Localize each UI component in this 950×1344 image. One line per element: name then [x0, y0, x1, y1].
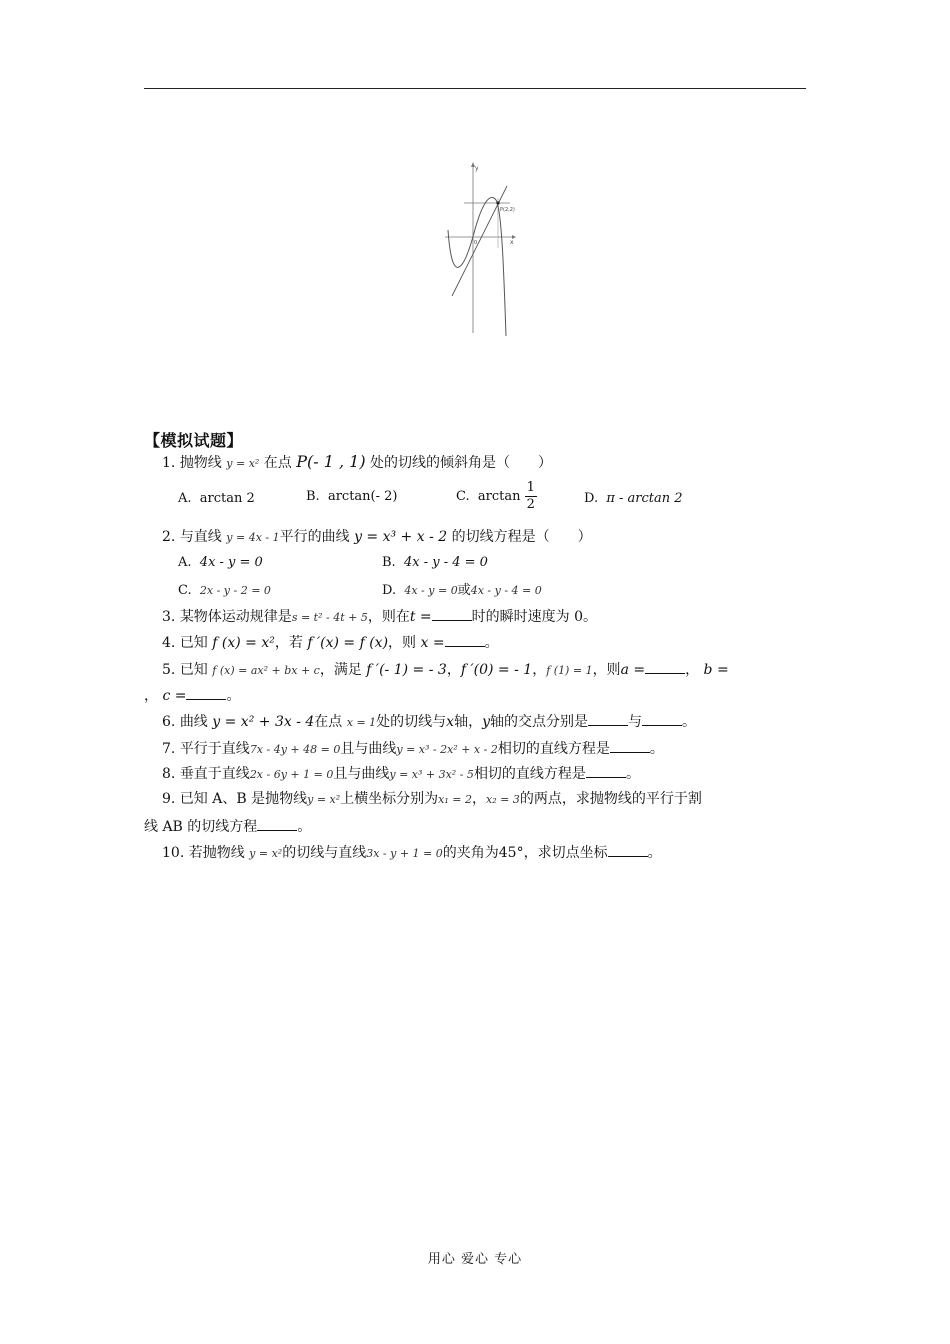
question-7: [162, 738, 664, 760]
q3-pre: 某物体运动规律是: [179, 609, 292, 625]
option-letter: B.: [306, 489, 320, 504]
q5-number: 5.: [162, 662, 176, 678]
section-title: 【模拟试题】: [144, 431, 244, 450]
option-text: 2x - y - 2 = 0: [199, 584, 271, 597]
q5-cond3: f (1) = 1: [546, 664, 593, 677]
q1-mid: 在点: [263, 455, 292, 471]
option-text: 4x - y = 0: [199, 555, 263, 570]
q10-line: 3x - y + 1 = 0: [366, 847, 443, 860]
fraction-denominator: 2: [526, 497, 535, 512]
q3-var: t =: [409, 609, 432, 625]
q7-mid: 且与曲线: [340, 741, 397, 757]
q7-end: 。: [649, 741, 664, 757]
q5-post: 。: [226, 688, 241, 704]
q10-end: 。: [647, 845, 662, 861]
q5-a-blank[interactable]: [645, 659, 685, 674]
q2-number: 2.: [162, 529, 176, 545]
question-1: [162, 452, 552, 474]
q2-mid: 平行的曲线: [279, 529, 350, 545]
q5-b: b =: [703, 662, 729, 678]
page-footer: 用心 爱心 专心: [427, 1252, 523, 1267]
question-8: [162, 763, 640, 785]
q8-answer-blank[interactable]: [586, 763, 626, 778]
question-10: [162, 842, 662, 864]
q3-law: s = t² - 4t + 5: [291, 611, 368, 624]
y-axis-label: y: [475, 165, 479, 172]
q1-option-d: [584, 489, 683, 509]
q4-var: x =: [420, 635, 445, 651]
q5-c: c =: [162, 688, 187, 704]
q3-post: 时的瞬时速度为 0。: [471, 609, 598, 625]
q8-end: 。: [625, 766, 640, 782]
q5-mid: ，满足: [319, 662, 362, 678]
q2-option-b: [382, 553, 488, 573]
q6-yaxis: y: [482, 714, 490, 730]
q5-a: a =: [620, 662, 646, 678]
option-fraction: [525, 480, 537, 513]
q10-number: 10.: [162, 845, 185, 861]
q5-f: f (x) = ax² + bx + c: [212, 664, 320, 677]
q2-option-c: [178, 581, 271, 601]
q5-sep3: ，: [685, 662, 700, 678]
q9-pre: 已知 A、B 是抛物线: [179, 791, 308, 807]
q7-line: 7x - 4y + 48 = 0: [249, 743, 341, 756]
question-4: [162, 632, 499, 653]
question-5-cont: [144, 685, 240, 706]
q6-number: 6.: [162, 714, 176, 730]
q1-option-c: [456, 477, 537, 517]
option-letter: A.: [178, 491, 192, 506]
q8-post: 相切的直线方程是: [473, 766, 586, 782]
q10-post: ，求切点坐标: [523, 845, 608, 861]
q6-point: x = 1: [346, 716, 377, 729]
q4-number: 4.: [162, 635, 176, 651]
q7-number: 7.: [162, 741, 176, 757]
q6-blank-1[interactable]: [588, 711, 628, 726]
q10-curve: y = x²: [249, 847, 283, 860]
q10-mid2: 的夹角为: [442, 845, 499, 861]
q5-pre: 已知: [179, 662, 208, 678]
q9-x1: x₁ = 2: [438, 793, 472, 806]
option-text: 4x - y - 4 = 0: [403, 555, 488, 570]
option-text: arctan(- 2): [327, 489, 398, 504]
q8-number: 8.: [162, 766, 176, 782]
q9-number: 9.: [162, 791, 176, 807]
q1-curve: y = x²: [226, 457, 260, 470]
q6-pre: 曲线: [179, 714, 208, 730]
q5-cond1: f ′(- 1) = - 3: [366, 662, 447, 678]
option-letter: B.: [382, 555, 396, 570]
question-3: [162, 606, 597, 628]
q6-mid: 在点: [314, 714, 343, 730]
q9-x2: x₂ = 3: [486, 793, 520, 806]
q7-answer-blank[interactable]: [610, 738, 650, 753]
q1-pre: 抛物线: [179, 455, 222, 471]
question-5: [162, 659, 729, 681]
option-text: 4x - y = 0: [404, 584, 458, 597]
q8-curve: y = x³ + 3x² - 5: [389, 768, 474, 781]
q2-curve: y = x³ + x - 2: [354, 529, 448, 545]
q6-post: 。: [682, 714, 696, 730]
q2-line: y = 4x - 1: [226, 531, 280, 544]
option-text: arctan: [477, 489, 521, 504]
q5-sep1: ，: [446, 662, 461, 678]
q5-mid2: ，则: [592, 662, 621, 678]
x-axis-label: x: [510, 239, 514, 246]
q6-blank-2[interactable]: [642, 711, 682, 726]
question-6: [162, 711, 696, 733]
q6-curve: y = x² + 3x - 4: [212, 714, 315, 730]
header-rule: [144, 88, 806, 89]
q8-line: 2x - 6y + 1 = 0: [249, 768, 334, 781]
q4-mid2: ，则: [388, 635, 417, 651]
q4-cond: f ′(x) = f (x): [307, 635, 389, 651]
option-letter: D.: [382, 583, 397, 598]
q5-sep2: ，: [532, 662, 547, 678]
option-letter: A.: [178, 555, 192, 570]
q9-sep: ，: [472, 791, 486, 807]
q1-number: 1.: [162, 455, 176, 471]
q9-end: 。: [297, 819, 312, 835]
point-label: P(2,2): [500, 207, 515, 213]
q6-mid3: 轴，: [454, 714, 483, 730]
q5-cond2: f ′(0) = - 1: [460, 662, 533, 678]
q7-pre: 平行于直线: [179, 741, 250, 757]
question-9: [162, 789, 702, 810]
q2-post: 的切线方程是（ ）: [451, 529, 592, 545]
q9-line2: 线 AB 的切线方程: [144, 819, 258, 835]
option-text: arctan 2: [199, 491, 255, 506]
q2-option-a: [178, 553, 263, 573]
question-9-cont: [144, 816, 311, 837]
origin-label: 0: [474, 240, 478, 246]
q5-cont: ，: [144, 688, 158, 704]
tangent-point: [496, 201, 499, 204]
q8-pre: 垂直于直线: [179, 766, 250, 782]
q4-mid: ，若: [274, 635, 303, 651]
q1-option-b: [306, 487, 398, 507]
q1-option-a: [178, 489, 255, 509]
q5-c-blank[interactable]: [186, 685, 226, 700]
cubic-curve: [448, 197, 506, 336]
option-or: 或: [457, 583, 471, 598]
q9-post: 的两点，求抛物线的平行于割: [519, 791, 702, 807]
function-graph-figure: [440, 158, 520, 338]
q2-pre: 与直线: [179, 529, 222, 545]
q4-answer-blank[interactable]: [445, 632, 485, 647]
q6-mid4: 轴的交点分别是: [490, 714, 588, 730]
q1-post: 处的切线的倾斜角是（ ）: [370, 455, 553, 471]
q10-pre: 若抛物线: [188, 845, 245, 861]
q1-point: P(- 1 , 1): [296, 452, 366, 471]
q4-post: 。: [484, 635, 499, 651]
q9-mid: 上横坐标分别为: [340, 791, 439, 807]
option-letter: C.: [456, 489, 470, 504]
q9-curve: y = x²: [307, 793, 341, 806]
q8-mid: 且与曲线: [333, 766, 390, 782]
fraction-numerator: 1: [526, 480, 535, 495]
option-text: π - arctan 2: [606, 491, 683, 506]
option-letter: C.: [178, 583, 192, 598]
q6-mid2: 处的切线与: [376, 714, 447, 730]
q10-answer-blank[interactable]: [608, 842, 648, 857]
q9-answer-blank[interactable]: [257, 816, 297, 831]
q7-post: 相切的直线方程是: [497, 741, 610, 757]
option-letter: D.: [584, 491, 599, 506]
q10-mid: 的切线与直线: [282, 845, 367, 861]
q3-number: 3.: [162, 609, 176, 625]
q7-curve: y = x³ - 2x² + x - 2: [396, 743, 498, 756]
q2-option-d: [382, 581, 542, 601]
q3-answer-blank[interactable]: [432, 606, 472, 621]
q6-and: 与: [628, 714, 642, 730]
question-2: [162, 527, 592, 548]
q10-angle: 45°: [498, 845, 524, 861]
q3-mid: ，则在: [367, 609, 410, 625]
q6-xaxis: x: [446, 714, 455, 730]
q4-f: f (x) = x²: [212, 635, 275, 651]
option-text-2: 4x - y - 4 = 0: [470, 584, 542, 597]
q4-pre: 已知: [179, 635, 208, 651]
